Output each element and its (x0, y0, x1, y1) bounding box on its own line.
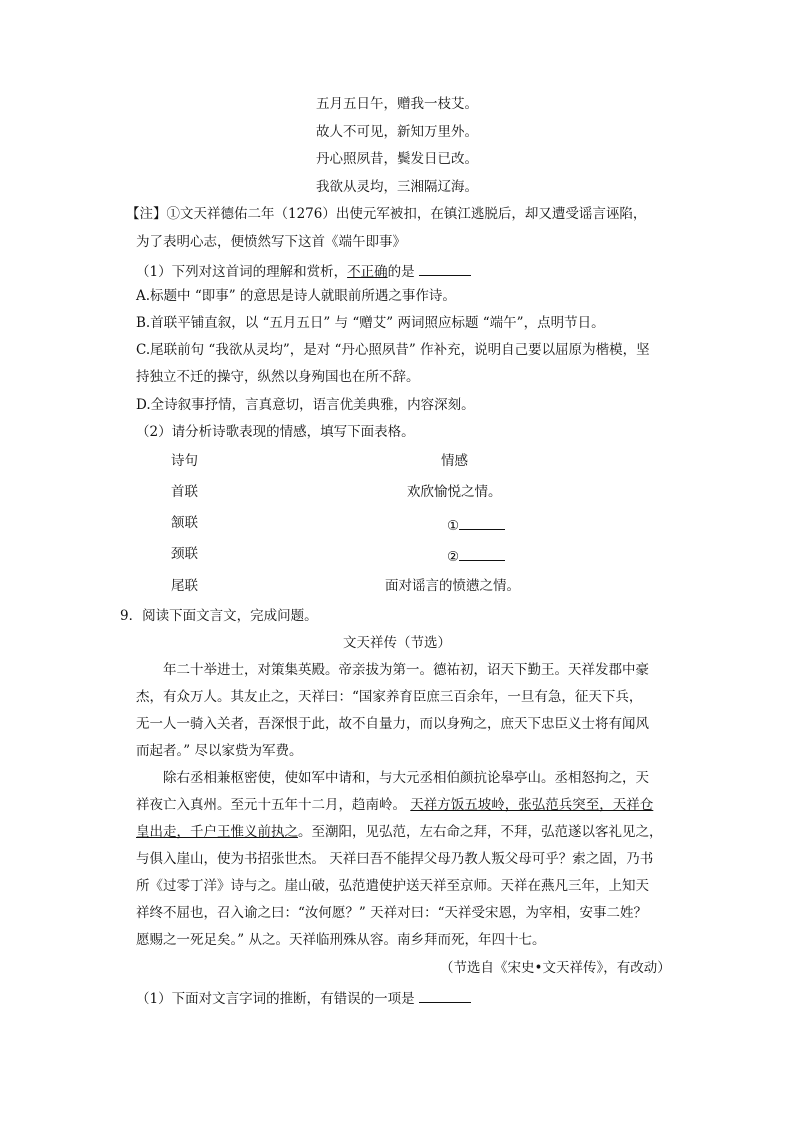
passage-p2-line-1: 除右丞相兼枢密使，使如军中请和，与大元丞相伯颜抗论皋亭山。丞相怒拘之，天 (163, 770, 649, 786)
question-1-prompt-emphasis: 不正确 (347, 264, 388, 280)
passage-p2-line-2 (136, 799, 653, 813)
question-1-prompt-text: （1）下列对这首词的理解和赏析， (136, 264, 348, 280)
poem-line-2: 故人不可见，新知万里外。 (316, 124, 478, 140)
poem-line-4: 我欲从灵均，三湘隔辽海。 (316, 179, 478, 195)
option-b: B.首联平铺直叙，以 “五月五日” 与 “赠艾” 两词照应标题 “端午”，点明节日。 (136, 315, 605, 331)
option-d: D.全诗叙事抒情，言真意切，语言优美典雅，内容深刻。 (136, 397, 475, 413)
passage-p1-line-1: 年二十举进士，对策集英殿。帝亲拔为第一。德祐初，诏天下勤王。天祥发郡中豪 (163, 662, 649, 678)
underlined-sentence: 天祥方饭五坡岭，张弘范兵突至，天祥仓 (410, 797, 654, 813)
table-row-value: 欢欣愉悦之情。 (407, 484, 502, 500)
answer-blank[interactable] (459, 517, 505, 530)
note-line-1: 【注】①文天祥德佑二年（1276）出使元军被扣，在镇江逃脱后，却又遭受谣言诬陷， (126, 206, 647, 222)
table-row-label: 颔联 (171, 515, 198, 531)
answer-blank[interactable] (419, 263, 471, 276)
question-1-prompt-tail: 的是 (387, 264, 415, 280)
question-1-prompt (136, 263, 471, 280)
table-row-label: 颈联 (171, 546, 198, 562)
passage-p2-line-3 (136, 826, 663, 840)
passage-p1-line-4: 而起者。” 尽以家赀为军费。 (136, 743, 303, 759)
option-c-line-1: C.尾联前句 “我欲从灵均”，是对 “丹心照夙昔” 作补充，说明自己要以屈原为楷模，坚 (136, 342, 650, 358)
poem-line-1: 五月五日午，赠我一枝艾。 (316, 96, 478, 112)
table-header-left: 诗句 (171, 453, 198, 469)
table-header-right: 情感 (441, 453, 468, 469)
note-line-2: 为了表明心志，便愤然写下这首《端午即事》 (136, 234, 406, 250)
table-row-value (447, 517, 505, 534)
table-row-value: 面对谣言的愤懑之情。 (385, 578, 520, 594)
question-9-1-prompt-text: （1）下面对文言字词的推断，有错误的一项是 (136, 991, 415, 1007)
circled-number: ② (447, 549, 460, 565)
question-2-prompt: （2）请分析诗歌表现的情感，填写下面表格。 (136, 424, 415, 440)
passage-text: 。至潮阳，见弘范，左右命之拜，不拜，弘范遂以客礼见之， (298, 824, 663, 840)
table-row-label: 首联 (171, 484, 198, 500)
question-9-prompt: 9．阅读下面文言文，完成问题。 (120, 608, 318, 624)
table-row-label: 尾联 (171, 578, 198, 594)
option-a: A.标题中 “即事” 的意思是诗人就眼前所遇之事作诗。 (136, 288, 456, 304)
circled-number: ① (447, 518, 460, 534)
underlined-sentence: 皇出走，千户王惟义前执之 (136, 824, 298, 840)
passage-p2-line-5: 所《过零丁洋》诗与之。崖山破，弘范遣使护送天祥至京师。天祥在燕凡三年，上知天 (136, 878, 649, 894)
passage-p1-line-3: 无一人一骑入关者，吾深恨于此，故不自量力，而以身殉之，庶天下忠臣义士将有闻风 (136, 716, 649, 732)
passage-text: 祥夜亡入真州。至元十五年十二月，趋南岭。 (136, 797, 406, 813)
answer-blank[interactable] (419, 990, 471, 1003)
table-row-value (447, 548, 505, 565)
passage-source: （节选自《宋史•文天祥传》，有改动） (440, 960, 671, 976)
passage-p1-line-2: 杰，有众万人。其友止之，天祥曰：“国家养育臣庶三百余年，一旦有急，征天下兵， (136, 689, 643, 705)
passage-p2-line-4: 与俱入崖山，使为书招张世杰。 天祥曰吾不能捍父母乃教人叛父母可乎？索之固，乃书 (136, 851, 654, 867)
answer-blank[interactable] (459, 548, 505, 561)
passage-p2-line-6: 祥终不屈也，召入谕之曰：“汝何愿？” 天祥对曰：“天祥受宋恩，为宰相，安事二姓？ (136, 905, 647, 921)
passage-p2-line-7: 愿赐之一死足矣。” 从之。天祥临刑殊从容。南乡拜而死，年四十七。 (136, 932, 546, 948)
passage-title: 文天祥传（节选） (343, 635, 451, 651)
poem-line-3: 丹心照夙昔，鬓发日已改。 (316, 151, 478, 167)
option-c-line-2: 持独立不迁的操守，纵然以身殉国也在所不辞。 (136, 369, 420, 385)
question-9-1-prompt (136, 990, 471, 1007)
